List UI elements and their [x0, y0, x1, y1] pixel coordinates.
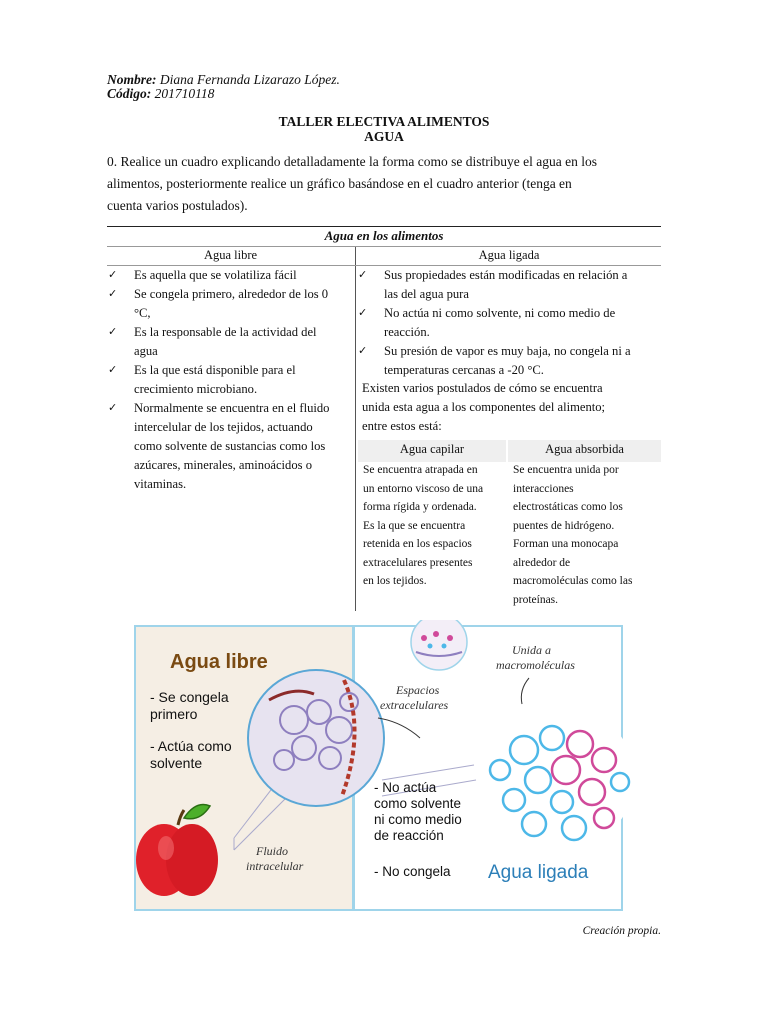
list-item-line: Sus propiedades están modificadas en relación a: [384, 268, 628, 282]
text-line: alrededor de: [513, 556, 571, 569]
figure-right-bullet: - No actúa: [374, 780, 437, 795]
code-label: Código:: [107, 86, 152, 101]
list-item-line: No actúa ni como solvente, ni como medio de: [384, 306, 616, 320]
figure-label-fluido: Fluido: [256, 844, 288, 858]
bound-water-tissue-icon: [483, 706, 634, 850]
list-item: [108, 266, 352, 285]
page-title: TALLER ELECTIVA ALIMENTOS: [278, 114, 490, 129]
checkmark-icon: ✓: [108, 326, 118, 338]
text-line: Existen varios postulados de cómo se encuentra: [362, 381, 603, 395]
list-item-line: Se congela primero, alrededor de los 0: [134, 287, 329, 301]
subheader-absorbida: Agua absorbida: [508, 440, 661, 462]
text-line: macromoléculas como las: [513, 575, 633, 587]
subheader-capilar: Agua capilar: [358, 440, 506, 462]
checkmark-icon: ✓: [108, 269, 118, 281]
tissue-circle-icon: [248, 670, 384, 806]
checkmark-icon: ✓: [358, 307, 368, 319]
text-line: Se encuentra unida por: [513, 464, 619, 476]
text-line: Es la que se encuentra: [363, 519, 466, 532]
list-item-line: agua: [134, 344, 158, 358]
question-line: 0. Realice un cuadro explicando detalladamente la forma como se distribuye el agua en los: [107, 154, 597, 169]
page-subtitle: AGUA: [364, 129, 404, 144]
list-item-line: temperaturas cercanas a -20 °C.: [384, 363, 544, 377]
checkmark-icon: ✓: [358, 269, 368, 281]
list-item: [108, 285, 352, 323]
text-line: extracelulares presentes: [363, 556, 473, 569]
table-top-rule: [107, 226, 661, 227]
question-line: alimentos, posteriormente realice un gráfico basándose en el cuadro anterior (tenga en: [107, 176, 572, 191]
list-item-line: azúcares, minerales, aminoácidos o: [134, 458, 312, 472]
list-item-line: reacción.: [384, 325, 430, 339]
list-item-line: °C,: [134, 306, 151, 320]
text-line: Forman una monocapa: [513, 538, 619, 550]
agua-diagram: [134, 620, 634, 912]
figure-left-bullet: - Actúa como: [150, 738, 232, 754]
student-code: [107, 86, 214, 102]
column-header-ligada: Agua ligada: [478, 248, 540, 262]
text-line: retenida en los espacios: [363, 538, 472, 550]
list-item-line: vitaminas.: [134, 477, 187, 491]
molecules-circle-icon: [411, 620, 467, 670]
list-item-line: las del agua pura: [384, 287, 469, 301]
figure-left-title: Agua libre: [170, 651, 268, 673]
figure-caption: Creación propia.: [582, 925, 661, 937]
list-item: [108, 323, 352, 361]
text-line: electrostáticas como los: [513, 501, 623, 513]
list-item: [358, 266, 662, 304]
list-item-line: Es la responsable de la actividad del: [134, 325, 317, 339]
column-header-libre: Agua libre: [203, 248, 258, 262]
list-item-line: Es la que está disponible para el: [134, 363, 296, 377]
figure-label-extracelulares: Espacios: [396, 683, 440, 697]
figure-label-extracelulares: extracelulares: [380, 698, 449, 712]
question-text: [107, 151, 667, 217]
capilar-description: [363, 461, 505, 591]
figure-label-macromoleculas: macromoléculas: [496, 658, 575, 672]
list-item-line: crecimiento microbiano.: [134, 382, 258, 396]
agua-libre-list: [108, 266, 352, 494]
checkmark-icon: ✓: [108, 364, 118, 376]
list-item: [108, 399, 352, 494]
figure-label-fluido: intracelular: [246, 859, 304, 873]
agua-ligada-list: [358, 266, 662, 380]
checkmark-icon: ✓: [108, 402, 118, 414]
list-item-line: Es aquella que se volatiliza fácil: [134, 268, 297, 282]
figure-right-bullet: de reacción: [374, 828, 444, 843]
table-caption: Agua en los alimentos: [324, 228, 444, 243]
text-line: puentes de hidrógeno.: [513, 519, 615, 532]
text-line: un entorno viscoso de una: [363, 482, 484, 495]
figure-right-bullet: - No congela: [374, 864, 451, 879]
code-value: 201710118: [154, 86, 215, 101]
name-value: Diana Fernanda Lizarazo López.: [159, 72, 340, 87]
figure-label-macromoleculas: Unida a: [512, 643, 551, 657]
figure-right-title: Agua ligada: [488, 862, 589, 883]
list-item-line: intercelular de los tejidos, actuando: [134, 420, 313, 434]
postulados-paragraph: [362, 379, 662, 436]
figure-left-bullet: primero: [150, 706, 198, 722]
text-line: interacciones: [513, 482, 574, 495]
list-item-line: como solvente de sustancias como los: [134, 439, 326, 453]
question-line: cuenta varios postulados).: [107, 198, 248, 213]
text-line: unida esta agua a los componentes del alimento;: [362, 400, 606, 414]
list-item: [358, 304, 662, 342]
text-line: en los tejidos.: [363, 575, 427, 587]
checkmark-icon: ✓: [358, 345, 368, 357]
text-line: Se encuentra atrapada en: [363, 464, 478, 476]
diagram-svg: [134, 620, 634, 912]
list-item: [108, 361, 352, 399]
figure-right-bullet: como solvente: [374, 796, 462, 811]
figure-left-bullet: - Se congela: [150, 689, 229, 705]
checkmark-icon: ✓: [108, 288, 118, 300]
list-item: [358, 342, 662, 380]
table-divider: [107, 246, 661, 247]
list-item-line: Normalmente se encuentra en el fluido: [134, 401, 330, 415]
absorbida-description: [513, 461, 663, 609]
text-line: proteínas.: [513, 593, 559, 606]
text-line: forma rígida y ordenada.: [363, 501, 477, 513]
table-column-divider: [355, 247, 356, 611]
name-label: Nombre:: [107, 72, 157, 87]
text-line: entre estos está:: [362, 419, 442, 433]
list-item-line: Su presión de vapor es muy baja, no congela ni a: [384, 344, 631, 358]
figure-right-bullet: ni como medio: [374, 812, 462, 827]
figure-left-bullet: solvente: [150, 755, 203, 771]
